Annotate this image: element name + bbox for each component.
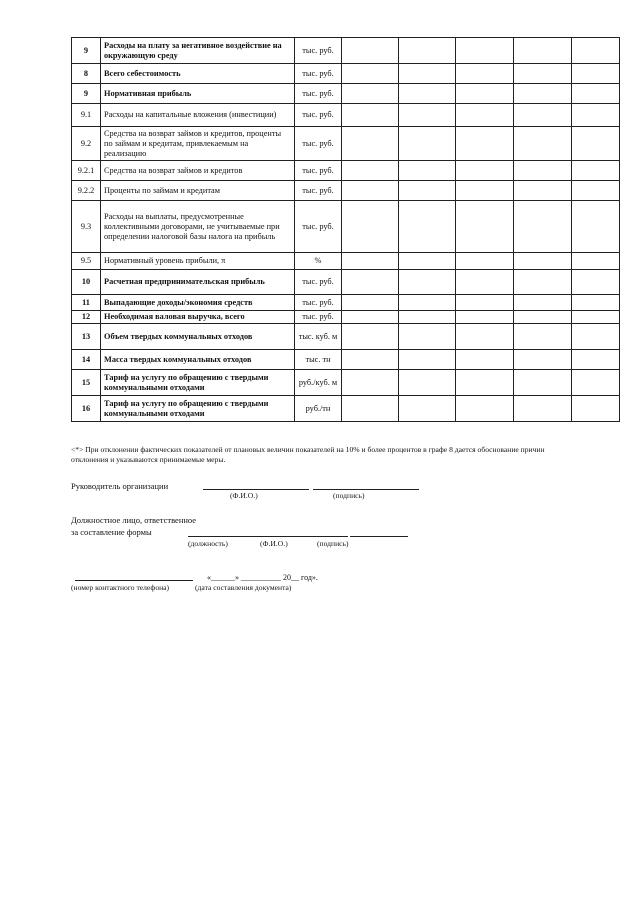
value-cell[interactable]	[342, 270, 399, 295]
row-indicator: Расчетная предпринимательская прибыль	[101, 270, 295, 295]
row-indicator: Нормативная прибыль	[101, 84, 295, 104]
value-cell[interactable]	[456, 270, 514, 295]
value-cell[interactable]	[399, 201, 456, 253]
row-unit: руб./куб. м	[295, 370, 342, 396]
value-cell[interactable]	[399, 161, 456, 181]
value-cell[interactable]	[456, 396, 514, 422]
value-cell[interactable]	[456, 127, 514, 161]
value-cell[interactable]	[342, 295, 399, 311]
row-unit: тыс. руб.	[295, 270, 342, 295]
row-number: 9.5	[72, 253, 101, 270]
value-cell[interactable]	[572, 181, 620, 201]
table-row	[72, 38, 620, 64]
row-unit: тыс. руб.	[295, 311, 342, 324]
value-cell[interactable]	[342, 64, 399, 84]
footnote: <*> При отклонении фактических показателей от плановых величин показателей на 10% и более процентов в графе 8 дается обоснование причин отклонения и указываются принимаемые меры.	[71, 445, 545, 464]
value-cell[interactable]	[456, 104, 514, 127]
value-cell[interactable]	[342, 161, 399, 181]
date-caption: (дата составления документа)	[195, 583, 292, 592]
value-cell[interactable]	[572, 84, 620, 104]
value-cell[interactable]	[572, 253, 620, 270]
value-cell[interactable]	[456, 295, 514, 311]
value-cell[interactable]	[399, 396, 456, 422]
value-cell[interactable]	[456, 311, 514, 324]
row-number: 16	[72, 396, 101, 422]
value-cell[interactable]	[456, 253, 514, 270]
value-cell[interactable]	[456, 84, 514, 104]
official-label-2: за составление формы	[71, 527, 152, 537]
row-indicator: Необходимая валовая выручка, всего	[101, 311, 295, 324]
table-row	[72, 104, 620, 127]
row-unit: тыс. руб.	[295, 104, 342, 127]
value-cell[interactable]	[514, 311, 572, 324]
head-sign-line[interactable]	[313, 489, 419, 490]
row-unit: тыс. куб. м	[295, 324, 342, 350]
value-cell[interactable]	[342, 370, 399, 396]
value-cell[interactable]	[342, 181, 399, 201]
value-cell[interactable]	[399, 350, 456, 370]
value-cell[interactable]	[399, 84, 456, 104]
value-cell[interactable]	[342, 38, 399, 64]
value-cell[interactable]	[572, 295, 620, 311]
row-indicator: Тариф на услугу по обращению с твердыми коммунальными отходами	[101, 370, 295, 396]
row-number: 8	[72, 64, 101, 84]
row-indicator: Расходы на плату за негативное воздействие на окружающую среду	[101, 38, 295, 64]
row-indicator: Объем твердых коммунальных отходов	[101, 324, 295, 350]
value-cell[interactable]	[399, 295, 456, 311]
row-indicator: Проценты по займам и кредитам	[101, 181, 295, 201]
row-number: 14	[72, 350, 101, 370]
value-cell[interactable]	[399, 38, 456, 64]
value-cell[interactable]	[342, 311, 399, 324]
head-fio-line[interactable]	[203, 489, 309, 490]
row-number: 13	[72, 324, 101, 350]
value-cell[interactable]	[399, 181, 456, 201]
head-sign-caption: (подпись)	[333, 491, 365, 500]
value-cell[interactable]	[572, 350, 620, 370]
row-unit: тыс. руб.	[295, 38, 342, 64]
row-number: 11	[72, 295, 101, 311]
row-unit: тыс. руб.	[295, 161, 342, 181]
value-cell[interactable]	[399, 253, 456, 270]
value-cell[interactable]	[342, 201, 399, 253]
value-cell[interactable]	[456, 201, 514, 253]
value-cell[interactable]	[456, 350, 514, 370]
value-cell[interactable]	[572, 270, 620, 295]
row-number: 9	[72, 84, 101, 104]
official-position-line[interactable]	[188, 536, 348, 537]
value-cell[interactable]	[399, 324, 456, 350]
value-cell[interactable]	[456, 370, 514, 396]
value-cell[interactable]	[514, 161, 572, 181]
row-number: 9.1	[72, 104, 101, 127]
row-unit: %	[295, 253, 342, 270]
value-cell[interactable]	[514, 201, 572, 253]
row-number: 9	[72, 38, 101, 64]
official-sign-line[interactable]	[350, 536, 408, 537]
value-cell[interactable]	[342, 84, 399, 104]
value-cell[interactable]	[572, 311, 620, 324]
value-cell[interactable]	[456, 64, 514, 84]
value-cell[interactable]	[514, 350, 572, 370]
row-unit: тыс. руб.	[295, 127, 342, 161]
row-indicator: Средства на возврат займов и кредитов	[101, 161, 295, 181]
table-row	[72, 201, 620, 253]
date-text: «______» __________ 20__ год».	[207, 573, 318, 582]
row-number: 15	[72, 370, 101, 396]
value-cell[interactable]	[572, 396, 620, 422]
value-cell[interactable]	[514, 84, 572, 104]
value-cell[interactable]	[514, 64, 572, 84]
row-number: 10	[72, 270, 101, 295]
table-row	[72, 370, 620, 396]
value-cell[interactable]	[399, 127, 456, 161]
value-cell[interactable]	[342, 350, 399, 370]
row-indicator: Всего себестоимость	[101, 64, 295, 84]
value-cell[interactable]	[342, 396, 399, 422]
row-number: 9.2	[72, 127, 101, 161]
row-unit: руб./тн	[295, 396, 342, 422]
row-indicator: Расходы на выплаты, предусмотренные коллективными договорами, не учитываемые при определении налоговой базы налога на прибыль	[101, 201, 295, 253]
row-indicator: Средства на возврат займов и кредитов, проценты по займам и кредитам, привлекаемым на реализацию	[101, 127, 295, 161]
value-cell[interactable]	[456, 181, 514, 201]
value-cell[interactable]	[514, 396, 572, 422]
table-row	[72, 161, 620, 181]
table-row	[72, 84, 620, 104]
value-cell[interactable]	[514, 370, 572, 396]
row-indicator: Масса твердых коммунальных отходов	[101, 350, 295, 370]
head-fio-caption: (Ф.И.О.)	[230, 491, 258, 500]
value-cell[interactable]	[514, 253, 572, 270]
value-cell[interactable]	[514, 104, 572, 127]
row-number: 9.2.1	[72, 161, 101, 181]
row-unit: тыс. тн	[295, 350, 342, 370]
value-cell[interactable]	[514, 295, 572, 311]
value-cell[interactable]	[572, 64, 620, 84]
value-cell[interactable]	[399, 311, 456, 324]
official-position-caption: (должность)	[188, 539, 228, 548]
row-indicator: Выпадающие доходы/экономия средств	[101, 295, 295, 311]
value-cell[interactable]	[572, 127, 620, 161]
value-cell[interactable]	[514, 324, 572, 350]
row-number: 9.3	[72, 201, 101, 253]
table-body	[72, 38, 620, 422]
row-unit: тыс. руб.	[295, 181, 342, 201]
table-row	[72, 64, 620, 84]
value-cell[interactable]	[514, 270, 572, 295]
cost-table	[71, 37, 620, 422]
value-cell[interactable]	[399, 270, 456, 295]
table-row	[72, 311, 620, 324]
table-row	[72, 181, 620, 201]
value-cell[interactable]	[399, 104, 456, 127]
official-fio-caption: (Ф.И.О.)	[260, 539, 288, 548]
row-unit: тыс. руб.	[295, 84, 342, 104]
value-cell[interactable]	[399, 370, 456, 396]
row-unit: тыс. руб.	[295, 295, 342, 311]
value-cell[interactable]	[572, 370, 620, 396]
value-cell[interactable]	[572, 161, 620, 181]
table-row	[72, 295, 620, 311]
value-cell[interactable]	[342, 127, 399, 161]
value-cell[interactable]	[514, 127, 572, 161]
table-row	[72, 350, 620, 370]
row-unit: тыс. руб.	[295, 64, 342, 84]
value-cell[interactable]	[456, 161, 514, 181]
table-row	[72, 253, 620, 270]
row-number: 9.2.2	[72, 181, 101, 201]
official-label-1: Должностное лицо, ответственное	[71, 515, 197, 525]
value-cell[interactable]	[342, 324, 399, 350]
row-number: 12	[72, 311, 101, 324]
value-cell[interactable]	[572, 324, 620, 350]
row-indicator: Расходы на капитальные вложения (инвестиции)	[101, 104, 295, 127]
value-cell[interactable]	[456, 324, 514, 350]
table-row	[72, 270, 620, 295]
value-cell[interactable]	[572, 104, 620, 127]
row-indicator: Нормативный уровень прибыли, π	[101, 253, 295, 270]
value-cell[interactable]	[514, 181, 572, 201]
value-cell[interactable]	[399, 64, 456, 84]
row-unit: тыс. руб.	[295, 201, 342, 253]
value-cell[interactable]	[572, 201, 620, 253]
value-cell[interactable]	[342, 253, 399, 270]
official-sign-caption: (подпись)	[317, 539, 349, 548]
head-label: Руководитель организации	[71, 481, 169, 491]
table-row	[72, 127, 620, 161]
value-cell[interactable]	[514, 38, 572, 64]
value-cell[interactable]	[342, 104, 399, 127]
table-row	[72, 396, 620, 422]
phone-line[interactable]	[75, 580, 193, 581]
phone-caption: (номер контактного телефона)	[71, 583, 170, 592]
row-indicator: Тариф на услугу по обращению с твердыми коммунальными отходами	[101, 396, 295, 422]
value-cell[interactable]	[572, 38, 620, 64]
value-cell[interactable]	[456, 38, 514, 64]
table-row	[72, 324, 620, 350]
